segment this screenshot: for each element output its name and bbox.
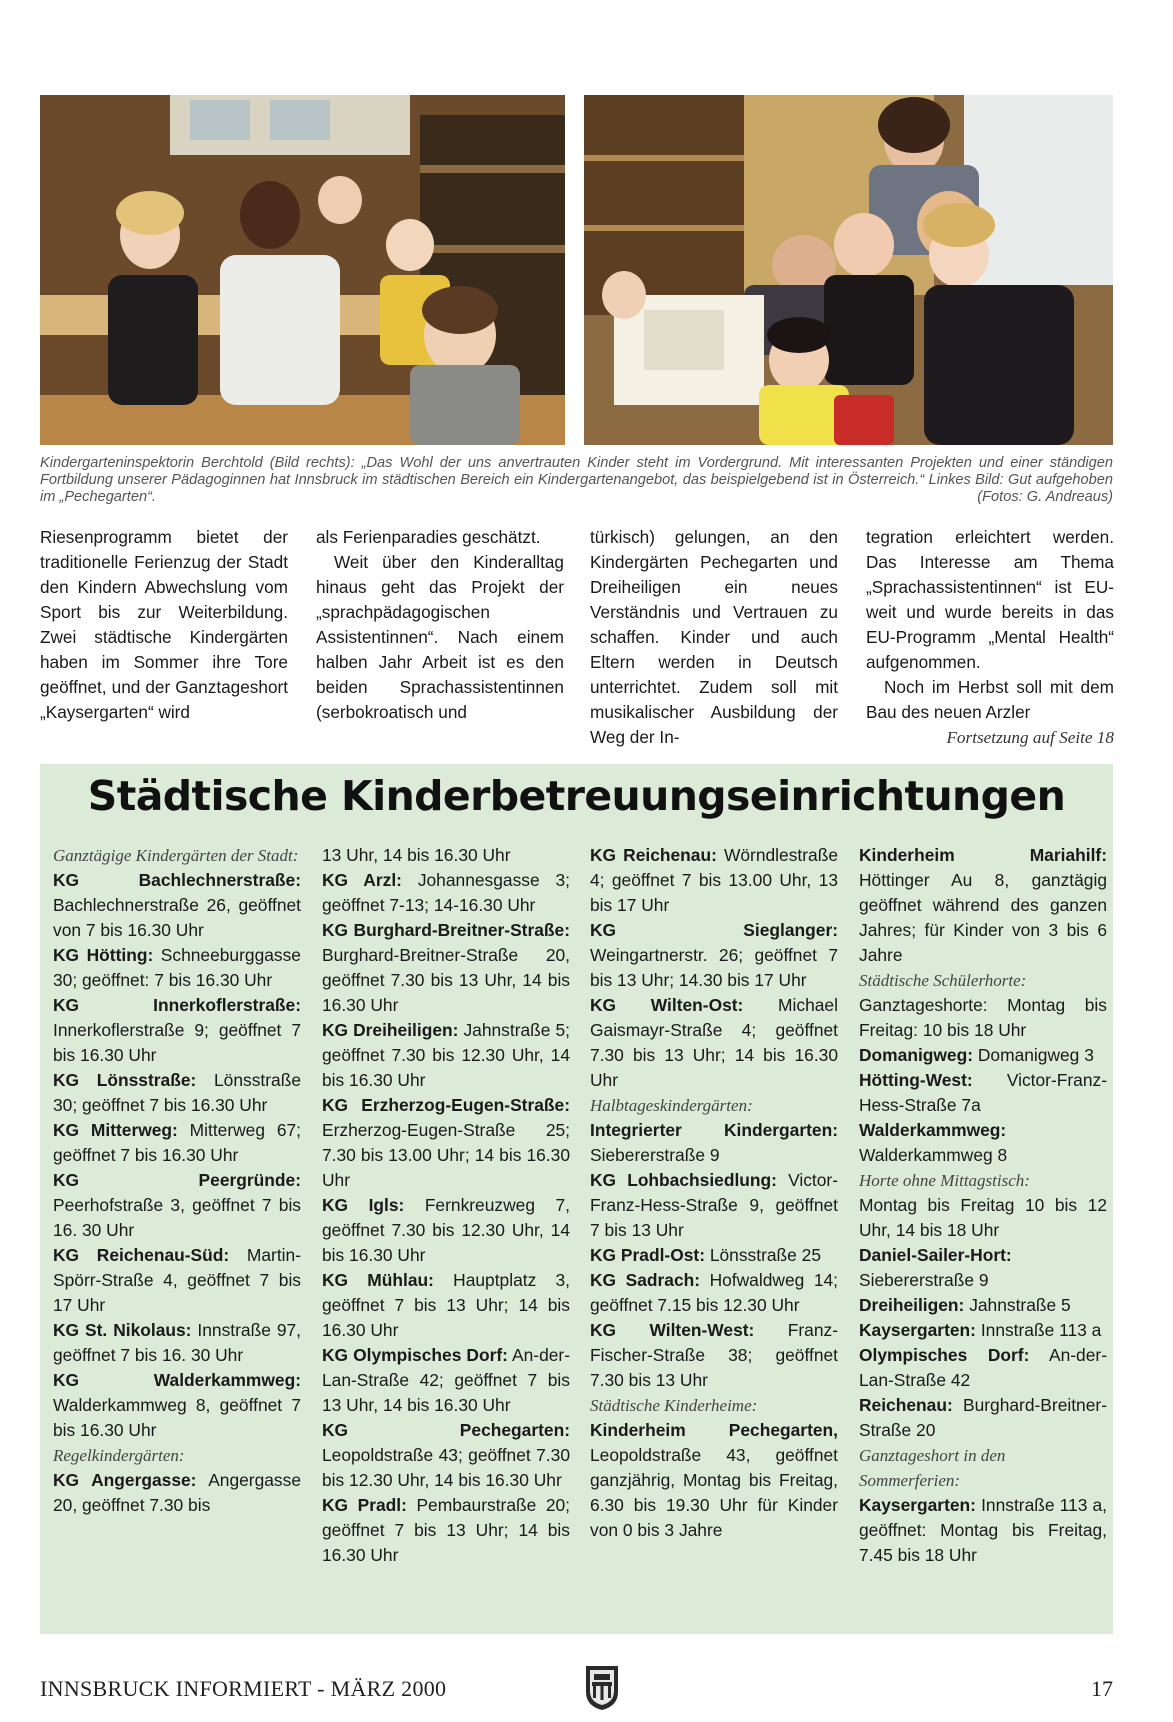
facility-detail: Jahnstraße 5 (969, 1295, 1071, 1315)
facility-name: Kinderheim Pechegarten, (590, 1420, 838, 1440)
facility-entry (53, 943, 301, 993)
facility-entry (53, 1468, 301, 1518)
facility-name: KG Dreiheiligen: (322, 1020, 459, 1040)
facility-name: KG Pechegarten: (322, 1420, 570, 1440)
facility-detail: Jahnstraße 5; geöffnet 7.30 bis 12.30 Uhr, 14 bis 16.30 Uhr (322, 1020, 570, 1090)
facility-detail: Lönsstraße 25 (709, 1245, 821, 1265)
article-column-3 (590, 525, 838, 750)
facility-detail: Martin-Spörr-Straße 4, geöffnet 7 bis 17 Uhr (53, 1245, 301, 1315)
innsbruck-crest-icon (584, 1664, 620, 1712)
facility-detail: Burghard-Breitner-Straße 20, geöffnet 7.30 bis 13 Uhr, 14 bis 16.30 Uhr (322, 945, 570, 1015)
facility-detail: Leopoldstraße 43, geöffnet ganzjährig, Montag bis Freitag, 6.30 bis 19.30 Uhr für Kinder von 0 bis 3 Jahre (590, 1445, 838, 1540)
facility-entry (590, 993, 838, 1093)
facility-entry (590, 1118, 838, 1168)
facility-entry (322, 1093, 570, 1193)
facility-entry (322, 1018, 570, 1093)
facility-entry (859, 1343, 1107, 1393)
facility-detail: Bachlechnerstraße 26, geöffnet von 7 bis 16.30 Uhr (53, 895, 301, 940)
facility-entry (322, 1343, 570, 1418)
facility-name: KG Igls: (322, 1195, 405, 1215)
facility-entry (859, 1293, 1107, 1318)
facility-detail: An-der-Lan-Straße 42 (859, 1345, 1107, 1390)
category-heading: Horte ohne Mittagstisch: (859, 1171, 1030, 1190)
facility-entry (53, 868, 301, 943)
facility-detail: Victor-Franz-Hess-Straße 7a (859, 1070, 1107, 1115)
facility-name: Walderkammweg: (859, 1120, 1007, 1140)
facility-name: KG Reichenau-Süd: (53, 1245, 230, 1265)
facility-entry (322, 1418, 570, 1493)
facility-detail: Johannesgasse 3; geöffnet 7-13; 14-16.30 Uhr (322, 870, 570, 915)
facility-name: KG Wilten-West: (590, 1320, 755, 1340)
box-column-2 (322, 843, 570, 1568)
facility-name: Kaysergarten: (859, 1495, 976, 1515)
facility-detail: Innstraße 97, geöffnet 7 bis 16. 30 Uhr (53, 1320, 301, 1365)
article-paragraph: tegration erleichtert werden. Das Interesse am Thema „Sprachassistentinnen“ ist EU-weit und wurde bereits in das EU-Programm „Mental Health“ aufgenommen. (866, 527, 1114, 672)
facility-entry (53, 1243, 301, 1318)
facility-detail: Ganztageshorte: Montag bis Freitag: 10 bis 18 Uhr (859, 995, 1107, 1040)
facility-detail: An-der-Lan-Straße 42; geöffnet 7 bis 13 Uhr, 14 bis 16.30 Uhr (322, 1345, 571, 1415)
facility-name: KG Pradl: (322, 1495, 407, 1515)
facility-entry (53, 1368, 301, 1443)
facility-entry (859, 1118, 1107, 1168)
facility-entry (859, 843, 1107, 968)
facility-detail: Franz-Fischer-Straße 38; geöffnet 7.30 bis 13 Uhr (590, 1320, 838, 1390)
facility-name: KG Walderkammweg: (53, 1370, 301, 1390)
facility-entry (590, 1168, 838, 1243)
facility-name: KG Bachlechnerstraße: (53, 870, 301, 890)
box-column-4 (859, 843, 1107, 1568)
facility-entry (590, 918, 838, 993)
facility-entry (859, 1068, 1107, 1118)
facility-entry (859, 1193, 1107, 1243)
article-column-1 (40, 525, 288, 725)
facility-detail: Pembaurstraße 20; geöffnet 7 bis 13 Uhr; 14 bis 16.30 Uhr (322, 1495, 570, 1565)
facility-entry (859, 1243, 1107, 1293)
facility-detail: Michael Gaismayr-Straße 4; geöffnet 7.30 bis 13 Uhr; 14 bis 16.30 Uhr (590, 995, 838, 1090)
facility-detail: Victor-Franz-Hess-Straße 9, geöffnet 7 bis 13 Uhr (590, 1170, 838, 1240)
facility-detail: Weingartnerstr. 26; geöffnet 7 bis 13 Uhr; 14.30 bis 17 Uhr (590, 945, 838, 990)
facility-name: Dreiheiligen: (859, 1295, 965, 1315)
facility-name: KG Reichenau: (590, 845, 717, 865)
facility-entry (322, 918, 570, 1018)
facility-entry (590, 1318, 838, 1393)
facility-name: Olympisches Dorf: (859, 1345, 1030, 1365)
facility-detail: Walderkammweg 8, geöffnet 7 bis 16.30 Uhr (53, 1395, 301, 1440)
caption-text: Kindergarteninspektorin Berchtold (Bild rechts): „Das Wohl der uns anvertrauten Kinder steht im Vordergrund. Mit interessanten Projekten und einer ständigen Fortbildung unserer Pädagoginnen hat Innsbruck im städtischen Bereich ein Kindergartenangebot, das beispielgebend ist in Österreich.“ Linkes Bild: Gut aufgehoben im „Pechegarten“. (40, 455, 1113, 505)
facility-name: KG Peergründe: (53, 1170, 301, 1190)
publication-title: INNSBRUCK INFORMIERT - MÄRZ 2000 (40, 1676, 447, 1701)
facility-entry (590, 1243, 838, 1268)
facility-entry (859, 1393, 1107, 1443)
facility-name: KG Wilten-Ost: (590, 995, 744, 1015)
facility-name: KG Arzl: (322, 870, 402, 890)
box-title: Städtische Kinderbetreuungseinrichtungen (87, 772, 1066, 820)
facility-detail: Innerkoflerstraße 9; geöffnet 7 bis 16.30 Uhr (53, 1020, 301, 1065)
facility-detail: Hofwaldweg 14; geöffnet 7.15 bis 12.30 Uhr (590, 1270, 838, 1315)
category-heading: Regelkindergärten: (53, 1446, 185, 1465)
facility-name: KG Lohbachsiedlung: (590, 1170, 777, 1190)
facility-entry (322, 843, 570, 868)
facility-detail: 13 Uhr, 14 bis 16.30 Uhr (322, 845, 511, 865)
facility-name: Domanigweg: (859, 1045, 974, 1065)
facility-detail: Leopoldstraße 43; geöffnet 7.30 bis 12.30 Uhr, 14 bis 16.30 Uhr (322, 1445, 570, 1490)
facility-detail: Domanigweg 3 (977, 1045, 1094, 1065)
category-heading: Städtische Kinderheime: (590, 1396, 758, 1415)
page-number: 17 (1091, 1676, 1113, 1701)
facility-name: KG Sieglanger: (590, 920, 838, 940)
facility-detail: Innstraße 113 a (980, 1320, 1102, 1340)
facility-name: Kinderheim Mariahilf: (859, 845, 1107, 865)
childcare-facilities-box (40, 764, 1113, 1634)
facility-name: Kaysergarten: (859, 1320, 976, 1340)
facility-name: KG Mitterweg: (53, 1120, 178, 1140)
facility-entry (859, 1493, 1107, 1568)
facility-entry (590, 843, 838, 918)
article-paragraph: Weit über den Kinderalltag hinaus geht das Projekt der „sprachpädagogischen Assistentinnen“. Nach einem halben Jahr Arbeit ist es den beiden Sprachassistentinnen (serbokroatisch und (316, 552, 564, 722)
facility-detail: Mitterweg 67; geöffnet 7 bis 16.30 Uhr (53, 1120, 301, 1165)
facility-detail: Höttinger Au 8, ganztägig geöffnet während des ganzen Jahres; für Kinder von 3 bis 6 Jahre (859, 870, 1107, 965)
facility-entry (53, 1318, 301, 1368)
category-heading: Ganztageshort in den Sommerferien: (859, 1446, 1006, 1490)
facility-entry (53, 1168, 301, 1243)
category-heading: Städtische Schülerhorte: (859, 971, 1027, 990)
facility-name: KG Burghard-Breitner-Straße: (322, 920, 570, 940)
facility-name: KG Innerkoflerstraße: (53, 995, 301, 1015)
facility-entry (590, 1268, 838, 1318)
facility-entry (859, 993, 1107, 1043)
facility-detail: Angergasse 20, geöffnet 7.30 bis (53, 1470, 301, 1515)
facility-name: KG Angergasse: (53, 1470, 197, 1490)
facility-name: KG Erzherzog-Eugen-Straße: (322, 1095, 570, 1115)
facility-entry (859, 1043, 1107, 1068)
facility-detail: Wörndlestraße 4; geöffnet 7 bis 13.00 Uhr, 13 bis 17 Uhr (590, 845, 838, 915)
box-column-3 (590, 843, 838, 1543)
article-paragraph: als Ferienparadies geschätzt. (316, 527, 541, 547)
facility-name: Reichenau: (859, 1395, 953, 1415)
article-paragraph: Noch im Herbst soll mit dem Bau des neuen Arzler (866, 677, 1114, 722)
article-column-2 (316, 525, 564, 725)
facility-detail: Burghard-Breitner-Straße 20 (859, 1395, 1107, 1440)
facility-entry (859, 1318, 1107, 1343)
facility-detail: Lönsstraße 30; geöffnet 7 bis 16.30 Uhr (53, 1070, 301, 1115)
box-column-1 (53, 843, 301, 1518)
facility-name: KG St. Nikolaus: (53, 1320, 192, 1340)
facility-detail: Walderkammweg 8 (859, 1145, 1008, 1165)
facility-name: KG Olympisches Dorf: (322, 1345, 508, 1365)
facility-entry (322, 1268, 570, 1343)
photo-caption (40, 455, 1113, 506)
facility-detail: Peerhofstraße 3, geöffnet 7 bis 16. 30 Uhr (53, 1195, 301, 1240)
facility-name: Hötting-West: (859, 1070, 973, 1090)
facility-name: KG Pradl-Ost: (590, 1245, 705, 1265)
category-heading: Ganztägige Kindergärten der Stadt: (53, 846, 299, 865)
facility-name: KG Mühlau: (322, 1270, 434, 1290)
facility-name: Daniel-Sailer-Hort: (859, 1245, 1012, 1265)
category-heading: Halbtageskindergärten: (590, 1096, 753, 1115)
photo-kindergarten-inspector (584, 95, 1113, 445)
photo-kindergarten-children (40, 95, 565, 445)
article-column-4 (866, 525, 1114, 750)
facility-detail: Innstraße 113 a, geöffnet: Montag bis Freitag, 7.45 bis 18 Uhr (859, 1495, 1107, 1565)
facility-name: KG Lönsstraße: (53, 1070, 197, 1090)
facility-entry (53, 1068, 301, 1118)
facility-name: KG Hötting: (53, 945, 154, 965)
photo-credit: (Fotos: G. Andreaus) (977, 489, 1113, 505)
article-paragraph: Riesenprogramm bietet der traditionelle Ferienzug der Stadt den Kindern Abwechslung vom Sport bis zur Weiterbildung. Zwei städtische Kindergärten haben im Sommer ihre Tore geöffnet, und der Ganztageshort „Kaysergarten“ wird (40, 527, 288, 722)
continued-note: Fortsetzung auf Seite 18 (946, 728, 1114, 747)
facility-detail: Siebererstraße 9 (859, 1270, 989, 1290)
facility-detail: Fernkreuzweg 7, geöffnet 7.30 bis 12.30 Uhr, 14 bis 16.30 Uhr (322, 1195, 570, 1265)
facility-detail: Siebererstraße 9 (590, 1145, 720, 1165)
facility-name: Integrierter Kindergarten: (590, 1120, 838, 1140)
facility-entry (53, 993, 301, 1068)
facility-entry (53, 1118, 301, 1168)
facility-detail: Erzherzog-Eugen-Straße 25; 7.30 bis 13.00 Uhr; 14 bis 16.30 Uhr (322, 1120, 570, 1190)
facility-detail: Schneeburggasse 30; geöffnet: 7 bis 16.30 Uhr (53, 945, 301, 990)
facility-detail: Montag bis Freitag 10 bis 12 Uhr, 14 bis 18 Uhr (859, 1195, 1107, 1240)
facility-entry (322, 868, 570, 918)
facility-detail: Hauptplatz 3, geöffnet 7 bis 13 Uhr; 14 bis 16.30 Uhr (322, 1270, 570, 1340)
facility-entry (590, 1418, 838, 1543)
facility-entry (322, 1493, 570, 1568)
facility-entry (322, 1193, 570, 1268)
article-paragraph: türkisch) gelungen, an den Kindergärten Pechegarten und Dreiheiligen ein neues Verständnis und Vertrauen zu schaffen. Kinder und auch Eltern werden in Deutsch unterrichtet. Zudem soll mit musikalischer Ausbildung der Weg der In- (590, 527, 838, 747)
facility-name: KG Sadrach: (590, 1270, 701, 1290)
